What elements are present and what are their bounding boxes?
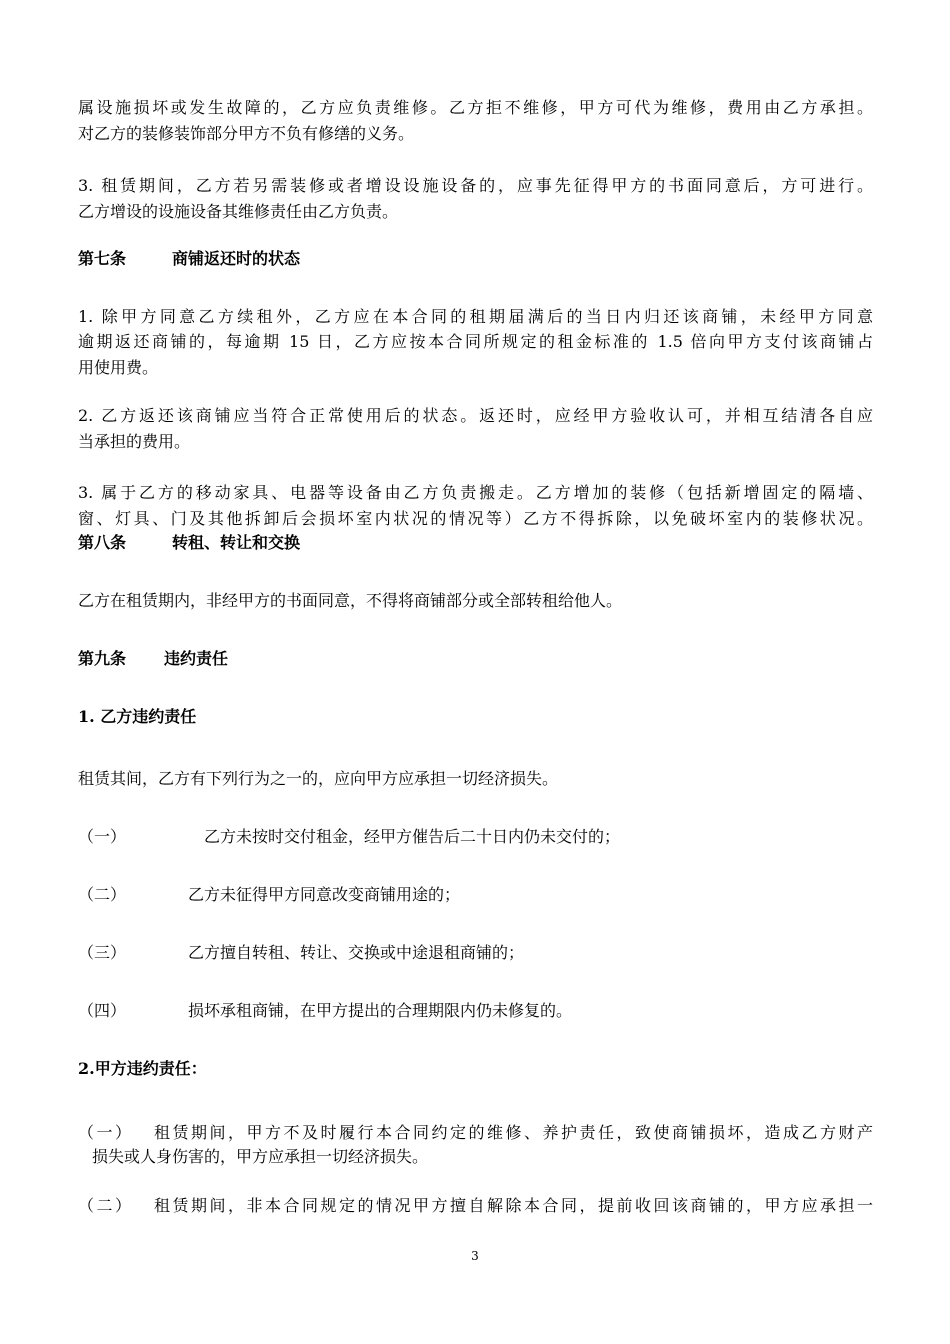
article-9-title: 违约责任	[164, 649, 229, 668]
article-7-title: 商铺返还时的状态	[172, 249, 301, 268]
list-item-number: （二）	[78, 1196, 134, 1215]
clause-6-2-line-1: 属设施损坏或发生故障的，乙方应负责维修。乙方拒不维修，甲方可代为维修，费用由乙方承担。	[78, 98, 873, 117]
list-item-text: 乙方未征得甲方同意改变商铺用途的；	[188, 885, 461, 904]
clause-7-3-line-2: 窗、灯具、门及其他拆卸后会损坏室内状况的情况等）乙方不得拆除，以免破坏室内的装修状况。	[78, 509, 873, 528]
list-item-text: 损坏承租商铺，在甲方提出的合理期限内仍未修复的。	[188, 1001, 573, 1020]
clause-7-1-line-3: 用使用费。	[78, 358, 159, 377]
list-item-number: （三）	[78, 943, 127, 962]
list-item-number: （二）	[78, 885, 127, 904]
article-9-heading	[78, 648, 228, 670]
list-item	[78, 1195, 873, 1217]
list-item-text: 租赁期间，甲方不及时履行本合同约定的维修、养护责任，致使商铺损坏，造成乙方财产	[151, 1123, 873, 1142]
list-item-number: （一）	[78, 1123, 134, 1142]
clause-6-3-line-1: 3. 租赁期间，乙方若另需装修或者增设设施设备的，应事先征得甲方的书面同意后，方可进行。	[78, 176, 873, 195]
section-1-heading: 1. 乙方违约责任	[78, 707, 197, 726]
list-item	[78, 884, 460, 906]
clause-7-2-line-1: 2. 乙方返还该商铺应当符合正常使用后的状态。返还时，应经甲方验收认可，并相互结清各自应	[78, 406, 873, 425]
list-item-text: 租赁期间，非本合同规定的情况甲方擅自解除本合同，提前收回该商铺的，甲方应承担一	[151, 1196, 873, 1215]
section-1-intro: 租赁其间，乙方有下列行为之一的，应向甲方应承担一切经济损失。	[78, 769, 559, 788]
clause-7-1-line-1: 1. 除甲方同意乙方续租外，乙方应在本合同的租期届满后的当日内归还该商铺，未经甲方同意	[78, 307, 873, 326]
list-item	[78, 1122, 873, 1144]
list-item	[78, 942, 524, 964]
list-item	[78, 826, 620, 848]
section-2-heading: 2.甲方违约责任：	[78, 1059, 207, 1078]
clause-6-2-line-2: 对乙方的装修装饰部分甲方不负有修缮的义务。	[78, 124, 415, 143]
clause-7-1-line-2: 逾期返还商铺的，每逾期 15 日，乙方应按本合同所规定的租金标准的 1.5 倍向甲方支付该商铺占	[78, 332, 873, 351]
list-item-number: （四）	[78, 1001, 127, 1020]
list-item-text: 乙方未按时交付租金，经甲方催告后二十日内仍未交付的；	[204, 827, 621, 846]
clause-7-2-line-2: 当承担的费用。	[78, 432, 191, 451]
list-item	[78, 1000, 572, 1022]
list-item-continuation: 损失或人身伤害的，甲方应承担一切经济损失。	[92, 1147, 429, 1166]
page-number: 3	[471, 1249, 479, 1263]
clause-6-3-line-2: 乙方增设的设施设备其维修责任由乙方负责。	[78, 202, 399, 221]
article-7-heading	[78, 248, 300, 270]
article-8-number: 第八条	[78, 533, 127, 552]
article-8-title: 转租、转让和交换	[172, 533, 301, 552]
article-9-number: 第九条	[78, 649, 127, 668]
article-8-heading	[78, 532, 300, 554]
list-item-text: 乙方擅自转租、转让、交换或中途退租商铺的；	[188, 943, 525, 962]
list-item-number: （一）	[78, 827, 127, 846]
clause-8-1: 乙方在租赁期内，非经甲方的书面同意，不得将商铺部分或全部转租给他人。	[78, 591, 623, 610]
clause-7-3-line-1: 3. 属于乙方的移动家具、电器等设备由乙方负责搬走。乙方增加的装修（包括新增固定的隔墙、	[78, 483, 873, 502]
article-7-number: 第七条	[78, 249, 127, 268]
